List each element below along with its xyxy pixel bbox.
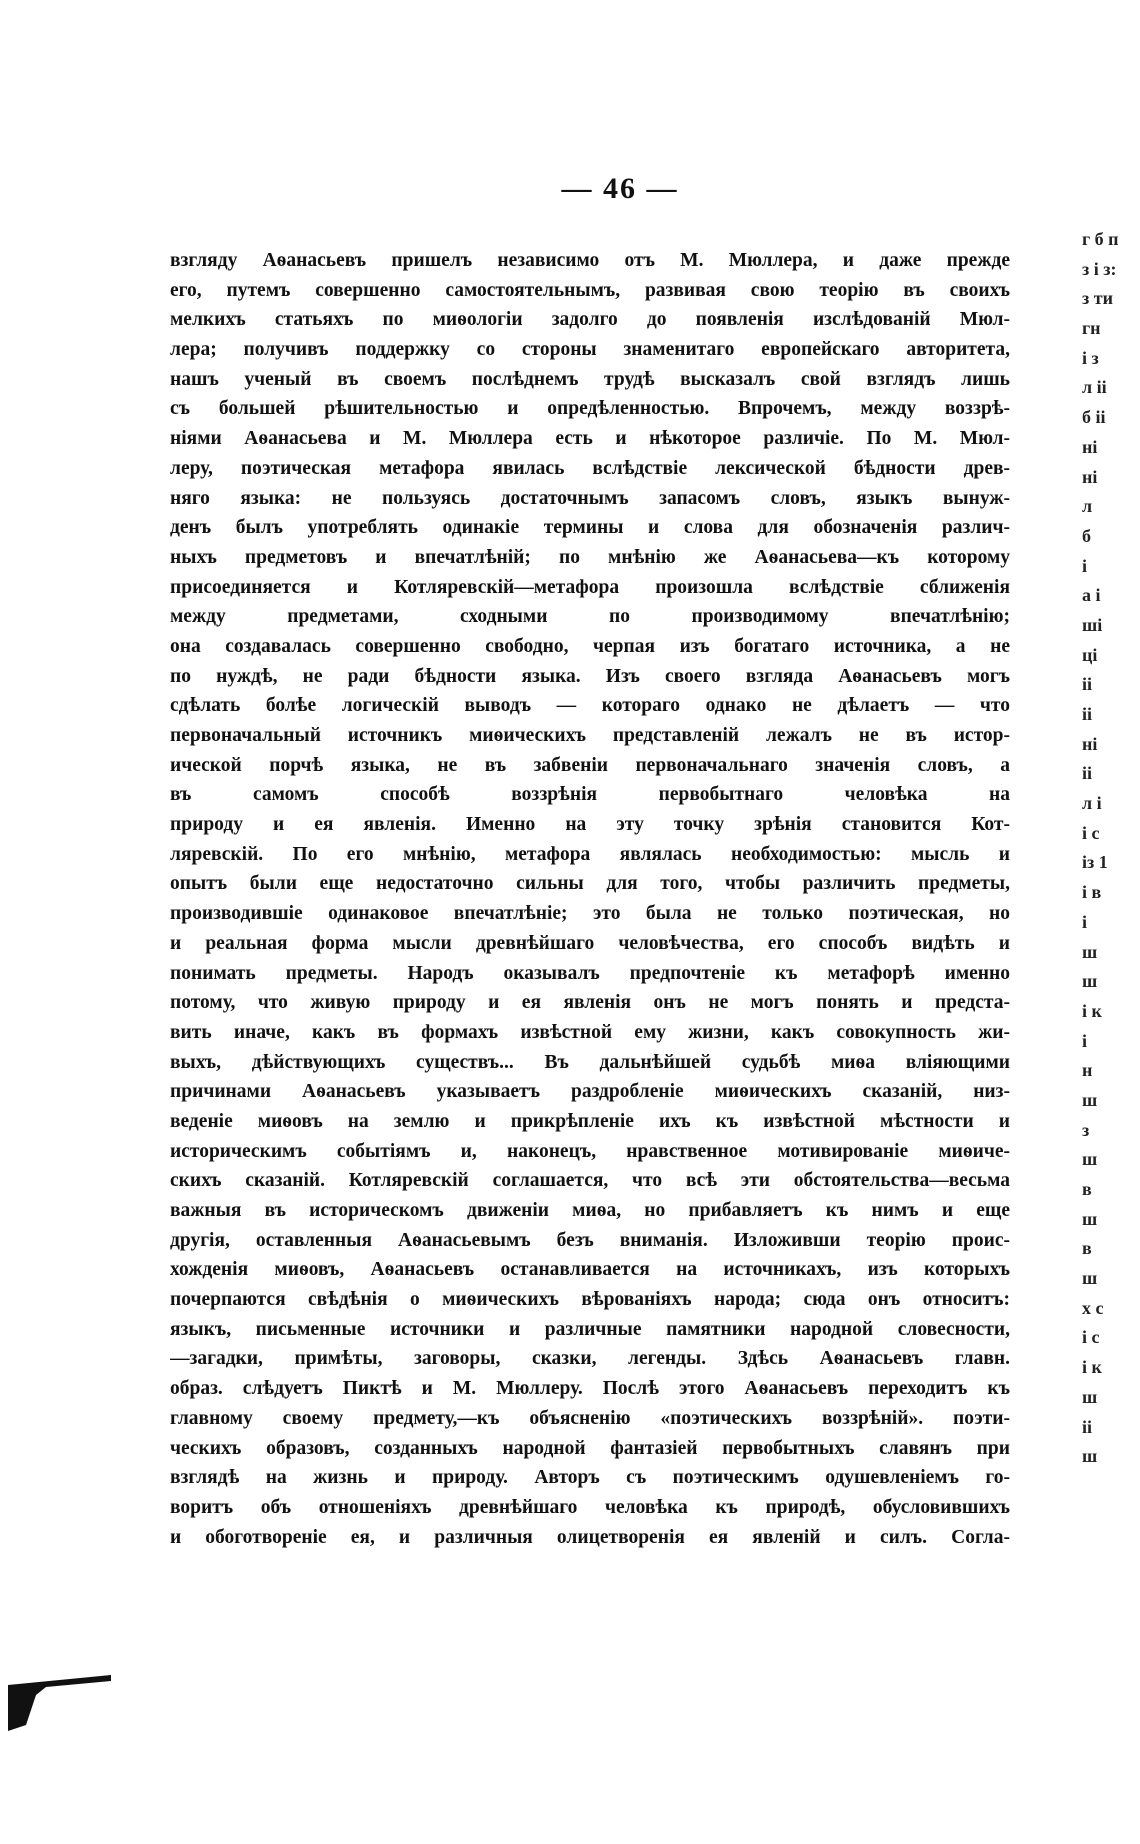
- margin-fragment: і в: [1082, 882, 1102, 903]
- margin-fragment: ш: [1082, 971, 1098, 992]
- text-line: она создавалась совершенно свободно, черпая изъ богатаго источника, а не: [170, 635, 1010, 657]
- margin-fragment: гн: [1082, 318, 1101, 339]
- text-line: важныя въ историческомъ движеніи миѳа, но прибавляетъ къ нимъ и еще: [170, 1200, 1010, 1221]
- text-line: ческихъ образовъ, созданныхъ народной фантазіей первобытныхъ славянъ при: [170, 1437, 1010, 1459]
- margin-fragment: ш: [1082, 1208, 1098, 1229]
- margin-fragment: іі: [1082, 674, 1093, 695]
- margin-fragment: іі: [1082, 763, 1093, 784]
- text-line: веденіе миѳовъ на землю и прикрѣпленіе ихъ къ извѣстной мѣстности и: [170, 1110, 1010, 1132]
- margin-fragment: ш: [1082, 1149, 1098, 1170]
- margin-fragment: ні: [1082, 466, 1098, 487]
- text-line: воритъ объ отношеніяхъ древнѣйшаго человѣка къ природѣ, обусловившихъ: [170, 1496, 1010, 1518]
- margin-fragment: ш: [1082, 1268, 1098, 1289]
- margin-fragment: і: [1082, 911, 1088, 932]
- text-line: другія, оставленныя Аѳанасьевымъ безъ вниманія. Изложивши теорію проис-: [170, 1229, 1010, 1251]
- scan-corner-mark: [6, 1665, 116, 1735]
- text-line: понимать предметы. Народъ оказывалъ предпочтеніе къ метафорѣ именно: [170, 962, 1010, 984]
- text-line: съ большей рѣшительностью и опредѣленностью. Впрочемъ, между воззрѣ-: [170, 398, 1010, 420]
- body-text: [170, 246, 1010, 1552]
- margin-fragment: і: [1082, 555, 1088, 576]
- text-line: потому, что живую природу и ея явленія онъ не могъ понять и предста-: [170, 992, 1010, 1014]
- margin-fragment: ні: [1082, 733, 1098, 754]
- text-line: природу и ея явленія. Именно на эту точку зрѣнія становится Кот-: [170, 814, 1010, 836]
- text-line: по нуждѣ, не ради бѣдности языка. Изъ своего взгляда Аѳанасьевъ могъ: [170, 665, 1010, 687]
- text-line: нашъ ученый въ своемъ послѣднемъ трудѣ высказалъ свой взглядъ лишь: [170, 368, 1010, 390]
- margin-fragment: б: [1082, 525, 1091, 546]
- text-line: почерпаются свѣдѣнія о миѳическихъ вѣрованіяхъ народа; сюда онъ относитъ:: [170, 1289, 1010, 1311]
- text-line: его, путемъ совершенно самостоятельнымъ, развивая свою теорію въ своихъ: [170, 279, 1010, 301]
- margin-fragment: л і: [1082, 793, 1102, 814]
- margin-fragment: л іі: [1082, 377, 1107, 398]
- text-line: языкъ, письменные источники и различные памятники народной словесности,: [170, 1318, 1010, 1340]
- text-line: ляревскій. По его мнѣнію, метафора являлась необходимостью: мысль и: [170, 843, 1010, 865]
- margin-fragment: і: [1082, 1030, 1088, 1051]
- margin-fragment: г б п: [1082, 229, 1119, 249]
- margin-fragment: а і: [1082, 585, 1101, 606]
- text-line: скихъ сказаній. Котляревскій соглашается, что всѣ эти обстоятельства—весьма: [170, 1170, 1010, 1192]
- text-line: выхъ, дѣйствующихъ существъ... Въ дальнѣйшей судьбѣ миѳа вліяющими: [170, 1051, 1010, 1073]
- margin-fragment: і з: [1082, 347, 1099, 368]
- text-line: леру, поэтическая метафора явилась вслѣдствіе лексической бѣдности древ-: [170, 457, 1010, 479]
- text-line: главному своему предмету,—къ объясненію «поэтическихъ воззрѣній». поэти-: [170, 1407, 1010, 1429]
- margin-fragment: ш: [1082, 1089, 1098, 1110]
- margin-fragment: і к: [1082, 1357, 1102, 1378]
- margin-fragment: ш: [1082, 1446, 1098, 1467]
- text-line: взгляду Аѳанасьевъ пришелъ независимо отъ М. Мюллера, и даже прежде: [170, 250, 1010, 271]
- text-line: няго языка: не пользуясь достаточнымъ запасомъ словъ, языкъ вынуж-: [170, 487, 1010, 509]
- margin-fragment: іі: [1082, 1416, 1093, 1437]
- text-line: образ. слѣдуетъ Пиктѣ и М. Мюллеру. Послѣ этого Аѳанасьевъ переходитъ къ: [170, 1378, 1010, 1400]
- margin-fragment: ш: [1082, 941, 1098, 962]
- margin-fragment: і с: [1082, 822, 1100, 843]
- text-line: первоначальный источникъ миѳическихъ представленій лежалъ не въ истор-: [170, 725, 1010, 746]
- margin-fragment: з: [1082, 1119, 1090, 1140]
- margin-fragment: ш: [1082, 1386, 1098, 1407]
- text-line: мелкихъ статьяхъ по миѳологіи задолго до появленія изслѣдованій Мюл-: [170, 309, 1010, 331]
- text-line: ніями Аѳанасьева и М. Мюллера есть и нѣкоторое различіе. По М. Мюл-: [170, 428, 1010, 450]
- text-line: взглядѣ на жизнь и природу. Авторъ съ поэтическимъ одушевленіемъ го-: [170, 1467, 1010, 1489]
- text-line: лера; получивъ поддержку со стороны знаменитаго европейскаго авторитета,: [170, 339, 1010, 361]
- text-line: и реальная форма мысли древнѣйшаго человѣчества, его способъ видѣть и: [170, 932, 1010, 954]
- text-line: вить иначе, какъ въ формахъ извѣстной ему жизни, какъ совокупность жи-: [170, 1021, 1010, 1043]
- margin-fragment: з і з:: [1082, 258, 1117, 279]
- text-line: между предметами, сходными по производимому впечатлѣнію;: [170, 606, 1010, 628]
- text-line: ической порчѣ языка, не въ забвеніи первоначальнаго значенія словъ, а: [170, 754, 1010, 776]
- text-line: въ самомъ способѣ воззрѣнія первобытнаго человѣка на: [170, 784, 1010, 806]
- text-line: хожденія миѳовъ, Аѳанасьевъ останавливается на источникахъ, изъ которыхъ: [170, 1259, 1010, 1281]
- margin-fragment: і к: [1082, 1000, 1102, 1021]
- margin-fragment: н: [1082, 1060, 1093, 1081]
- text-line: историческимъ событіямъ и, наконецъ, нравственное мотивированіе миѳиче-: [170, 1140, 1010, 1162]
- margin-fragment: із 1: [1082, 852, 1108, 873]
- margin-fragment: х с: [1082, 1297, 1104, 1318]
- margin-fragment: в: [1082, 1238, 1092, 1259]
- margin-fragment: і с: [1082, 1327, 1100, 1348]
- text-line: ныхъ предметовъ и впечатлѣній; по мнѣнію же Аѳанасьева—къ которому: [170, 546, 1010, 568]
- text-line: производившіе одинаковое впечатлѣніе; это была не только поэтическая, но: [170, 903, 1010, 925]
- text-line: сдѣлать болѣе логическій выводъ — котораго однако не дѣлаетъ — что: [170, 695, 1010, 717]
- page-number: — 46 —: [561, 172, 679, 205]
- margin-fragment: ці: [1082, 644, 1098, 665]
- text-line: причинами Аѳанасьевъ указываетъ раздробленіе миѳическихъ сказаній, низ-: [170, 1081, 1010, 1103]
- adjacent-page-edge: [1082, 225, 1140, 1555]
- margin-fragment: з ти: [1082, 288, 1113, 309]
- text-line: опытъ были еще недостаточно сильны для того, чтобы различить предметы,: [170, 873, 1010, 895]
- text-line: присоединяется и Котляревскій—метафора произошла вслѣдствіе сближенія: [170, 576, 1010, 598]
- text-line: денъ былъ употреблять одинакіе термины и слова для обозначенія различ-: [170, 517, 1010, 539]
- text-line: и обоготвореніе ея, и различныя олицетворенія ея явленій и силъ. Согла-: [170, 1526, 1010, 1548]
- text-line: —загадки, примѣты, заговоры, сказки, легенды. Здѣсь Аѳанасьевъ главн.: [170, 1348, 1010, 1370]
- margin-fragment: ші: [1082, 614, 1103, 635]
- margin-fragment: л: [1082, 496, 1093, 517]
- margin-fragment: ні: [1082, 436, 1098, 457]
- margin-fragment: іі: [1082, 704, 1093, 724]
- margin-fragment: в: [1082, 1179, 1092, 1199]
- margin-fragment: б іі: [1082, 407, 1106, 428]
